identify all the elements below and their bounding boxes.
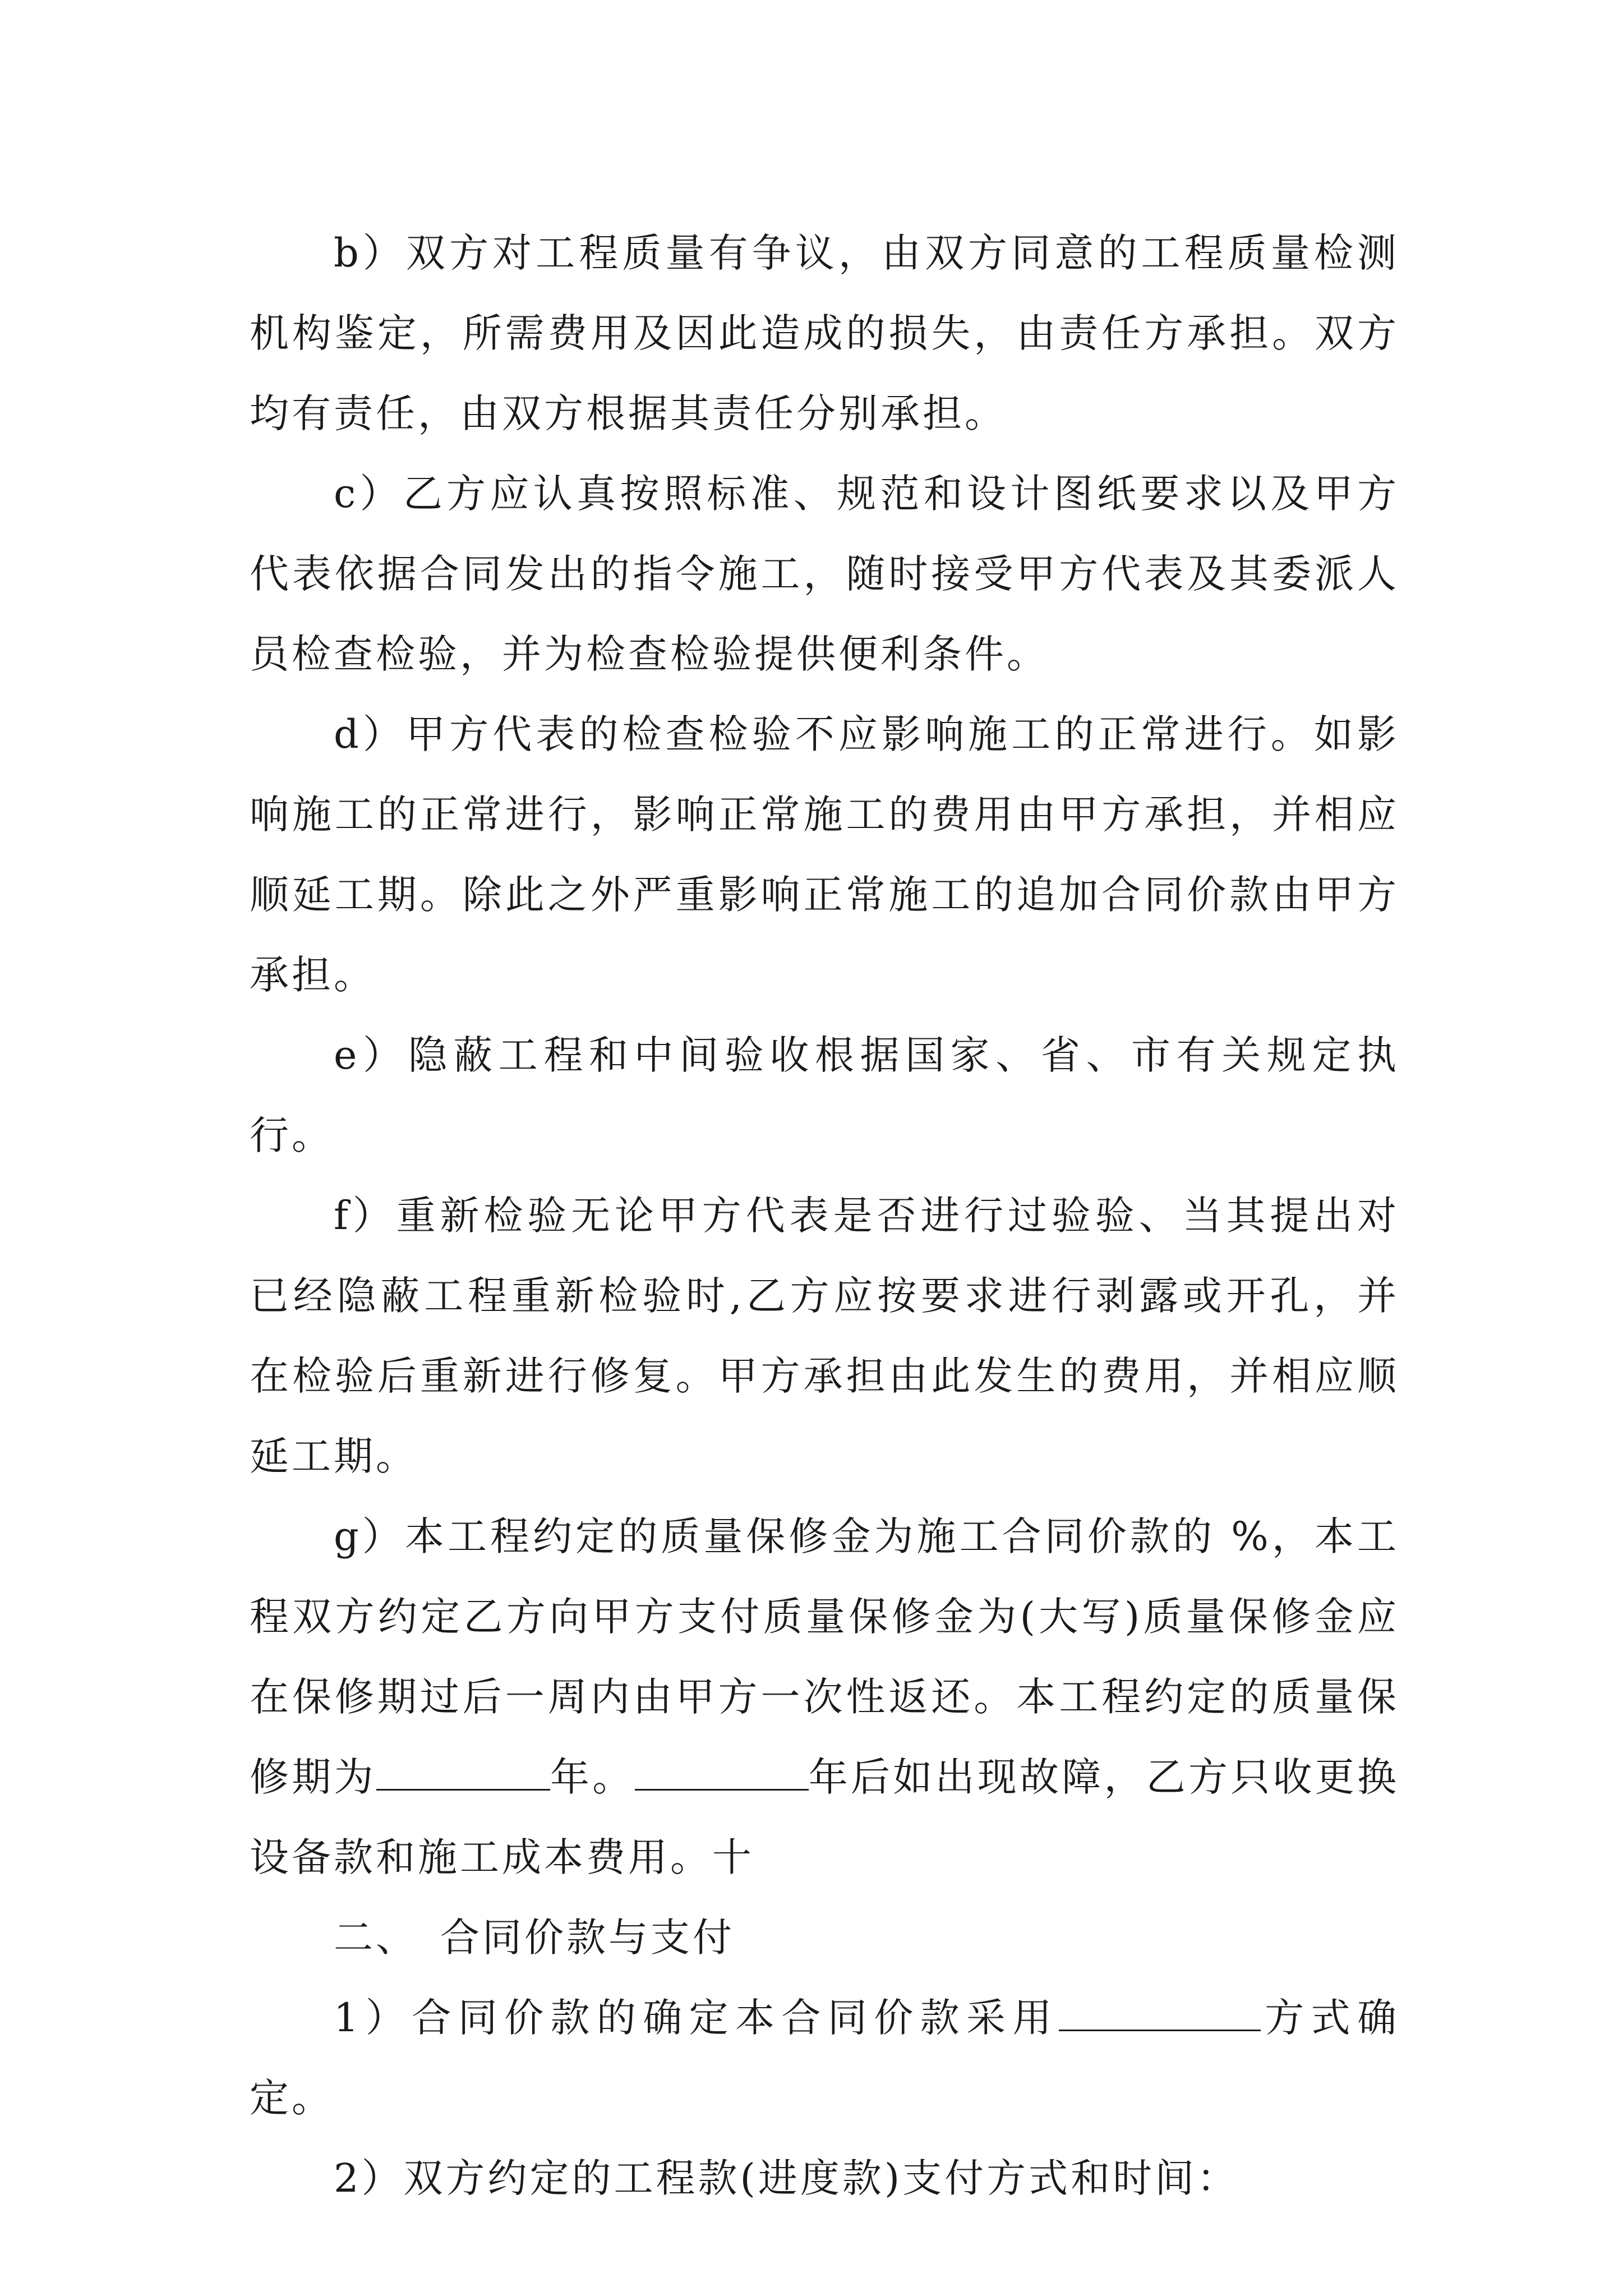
fault-years-blank bbox=[635, 1755, 809, 1791]
item-1 bbox=[250, 1978, 1399, 2138]
item-1-text-1: 1）合同价款的确定本合同价款采用 bbox=[334, 1995, 1059, 2041]
paragraph-e: e）隐蔽工程和中间验收根据国家、省、市有关规定执行。 bbox=[250, 1032, 1399, 1158]
paragraph-f: f）重新检验无论甲方代表是否进行过验验、当其提出对已经隐蔽工程重新检验时,乙方应按要求进行剥露或开孔，并在检验后重新进行修复。甲方承担由此发生的费用，并相应顺延工期。 bbox=[250, 1193, 1399, 1479]
paragraph-g-text-1: g）本工程约定的质量保修金为施工合同价款的 %，本工程双方约定乙方向甲方支付质量保修金为(大写)质量保修金应在保修期过后一周内由甲方一次性返还。本工程约定的质量保修期为 bbox=[250, 1513, 1399, 1800]
section-heading: 二、 合同价款与支付 bbox=[334, 1915, 735, 1961]
paragraph-c: c）乙方应认真按照标准、规范和设计图纸要求以及甲方代表依据合同发出的指令施工，随时接受甲方代表及其委派人员检查检验，并为检查检验提供便利条件。 bbox=[250, 471, 1399, 677]
document-body bbox=[250, 213, 1399, 2219]
item-1-text-2: 方式确定。 bbox=[250, 1995, 1399, 2121]
paragraph-b: b）双方对工程质量有争议，由双方同意的工程质量检测机构鉴定，所需费用及因此造成的损失，由责任方承担。双方均有责任，由双方根据其责任分别承担。 bbox=[250, 230, 1399, 436]
pricing-method-blank bbox=[1059, 1996, 1261, 2031]
item-2: 2）双方约定的工程款(进度款)支付方式和时间： bbox=[334, 2155, 1239, 2201]
paragraph-g bbox=[250, 1497, 1399, 1898]
warranty-years-blank bbox=[376, 1755, 550, 1791]
paragraph-d: d）甲方代表的检查检验不应影响施工的正常进行。如影响施工的正常进行，影响正常施工的费用由甲方承担，并相应顺延工期。除此之外严重影响正常施工的追加合同价款由甲方承担。 bbox=[250, 711, 1399, 998]
paragraph-g-text-2: 年。 bbox=[550, 1754, 635, 1800]
paragraph-g-text-3: 年后如出现故障，乙方只收更换设备款和施工成本费用。十 bbox=[250, 1754, 1399, 1880]
